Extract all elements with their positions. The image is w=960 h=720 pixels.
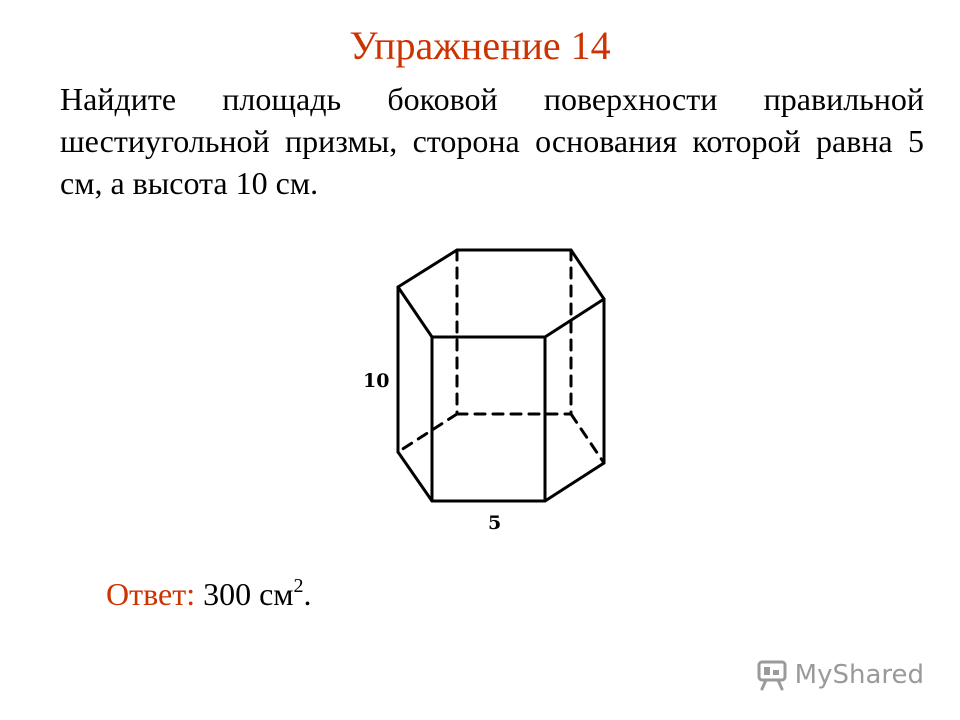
hidden-edges [398, 250, 604, 463]
height-label: 10 [363, 370, 390, 392]
answer-value: 300 см [203, 576, 294, 612]
hidden-bottom-left-edge [398, 414, 457, 452]
prism-diagram [350, 235, 630, 545]
presentation-board-icon [755, 658, 789, 692]
hexagonal-prism-figure [350, 235, 630, 545]
hidden-bottom-right-edge [571, 414, 604, 463]
answer-suffix: . [303, 576, 312, 612]
answer-line [106, 576, 312, 613]
problem-statement: Найдите площадь боковой поверхности правильной шестиугольной призмы, сторона основания которой равна 5 см, а высота 10 см. [60, 81, 924, 202]
top-hexagon [398, 250, 604, 337]
myshared-watermark[interactable] [755, 655, 924, 695]
answer-label: Ответ: [106, 576, 196, 612]
slide-title: Упражнение 14 [349, 23, 611, 68]
base-side-label: 5 [488, 512, 502, 534]
bottom-front-edges [398, 452, 604, 501]
watermark-text: MyShared [794, 660, 924, 690]
answer-exponent: 2 [293, 575, 304, 597]
